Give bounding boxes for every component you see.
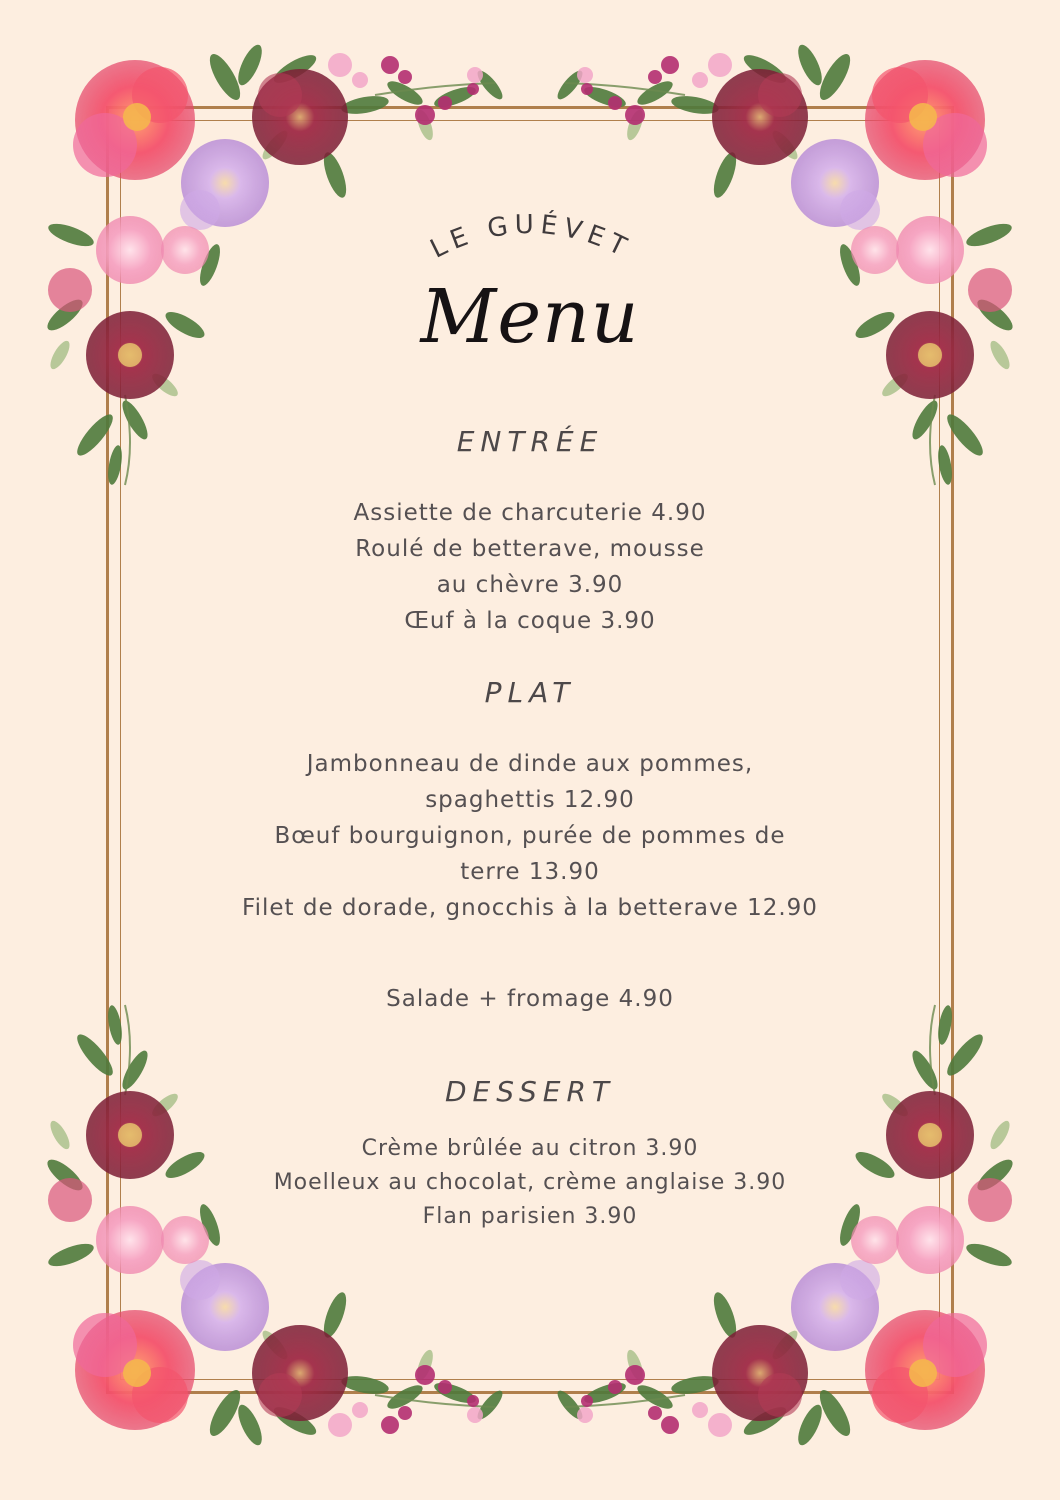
list-item: terre 13.90 [460,859,600,885]
list-item: Assiette de charcuterie 4.90 [353,500,707,526]
svg-text:LE GUÉVET: LE GUÉVET [425,209,637,265]
section-title-dessert: DESSERT [444,1075,616,1108]
dessert-items [180,1132,880,1234]
list-item: Moelleux au chocolat, crème anglaise 3.90 [273,1170,787,1195]
list-item: Filet de dorade, gnocchis à la betterave 12.90 [242,895,818,921]
entree-items [180,495,880,639]
list-item: Jambonneau de dinde aux pommes, [306,751,754,777]
list-item: au chèvre 3.90 [436,572,624,598]
list-item: Crème brûlée au citron 3.90 [361,1136,699,1161]
plat-items [180,746,880,926]
list-item: Bœuf bourguignon, purée de pommes de [274,823,786,849]
list-item: Œuf à la coque 3.90 [404,608,656,634]
menu-title: Menu [420,274,640,360]
section-title-entree: ENTRÉE [456,425,604,458]
list-item: Roulé de betterave, mousse [355,536,705,562]
extra-item [180,981,880,1017]
list-item: spaghettis 12.90 [425,787,635,813]
list-item: Flan parisien 3.90 [422,1204,638,1229]
list-item: Salade + fromage 4.90 [386,986,674,1012]
section-title-plat: PLAT [484,676,576,709]
